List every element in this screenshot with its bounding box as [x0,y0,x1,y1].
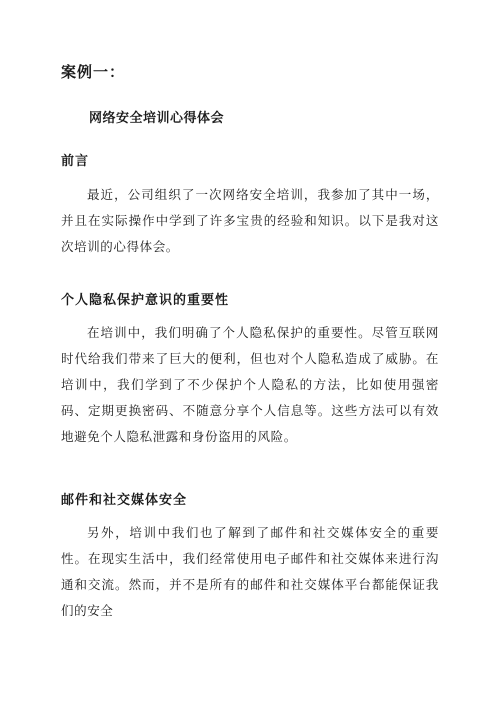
section-heading-intro: 前言 [61,154,90,169]
section-heading-email-social: 邮件和社交媒体安全 [61,493,188,508]
section-body-privacy: 在培训中，我们明确了个人隐私保护的重要性。尽管互联网时代给我们带来了巨大的便利，但也对个人隐私造成了威胁。在培训中，我们学到了不少保护个人隐私的方法，比如使用强密码、定期更换密码、不随意分享个人信息等。这些方法可以有效地避免个人隐私泄露和身份盗用的风险。 [61,325,439,444]
case-title: 案例一： [61,63,126,81]
section-body-intro: 最近，公司组织了一次网络安全培训，我参加了其中一场，并且在实际操作中学到了许多宝贵的经验和知识。以下是我对这次培训的心得体会。 [61,187,439,254]
section-body-email-social: 另外，培训中我们也了解到了邮件和社交媒体安全的重要性。在现实生活中，我们经常使用电子邮件和社交媒体来进行沟通和交流。然而，并不是所有的邮件和社交媒体平台都能保证我们的安全 [61,525,439,618]
section-heading-privacy: 个人隐私保护意识的重要性 [61,293,230,308]
document-title: 网络安全培训心得体会 [89,111,225,126]
